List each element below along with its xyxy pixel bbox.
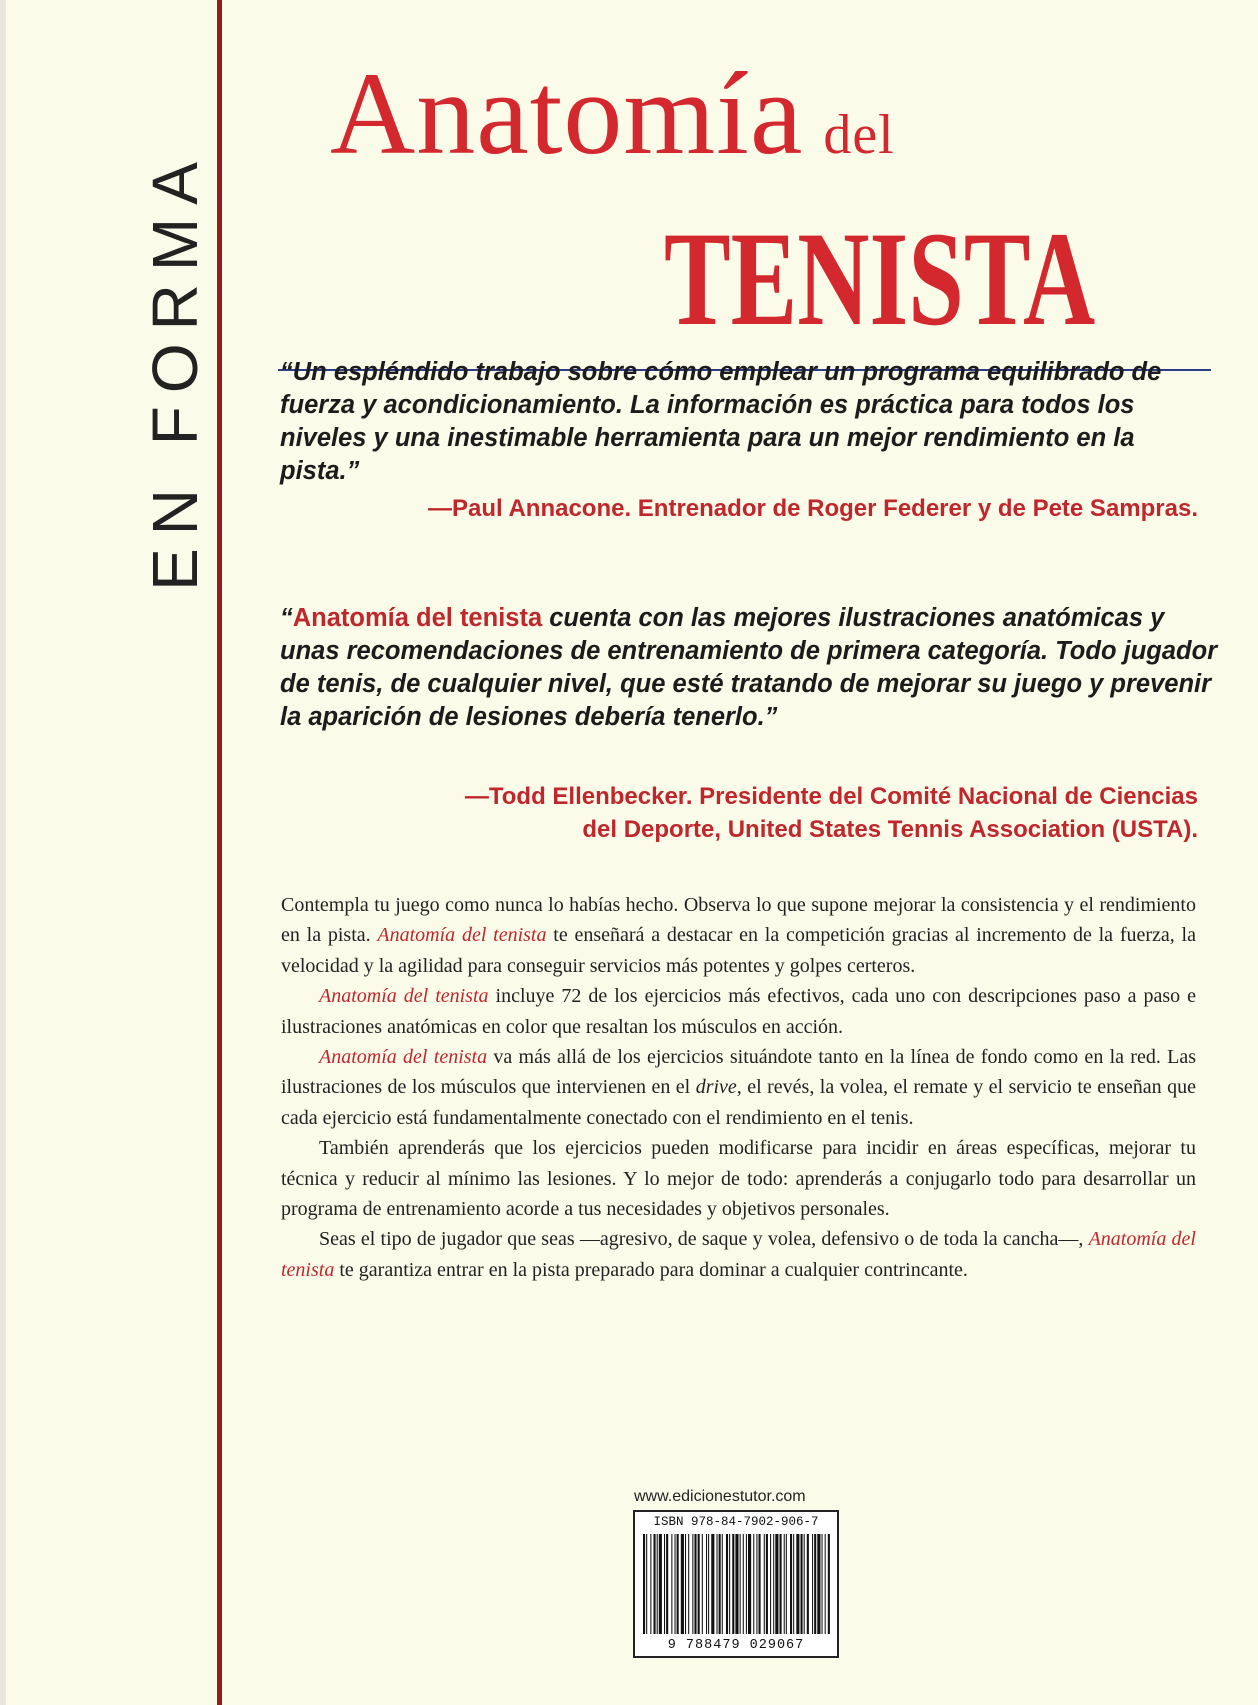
barcode-bar (711, 1534, 714, 1634)
barcode-bar (698, 1534, 700, 1634)
book-title-ref: Anatomía del tenista (281, 1228, 1196, 1281)
barcode-bar (722, 1534, 723, 1634)
barcode-bar (790, 1534, 792, 1634)
quote-1-attribution: —Paul Annacone. Entrenador de Roger Federer y de Pete Sampras. (427, 495, 1198, 522)
barcode-bar (746, 1534, 747, 1634)
barcode-bar (753, 1534, 754, 1634)
publisher-url: www.edicionestutor.com (634, 1488, 806, 1505)
paragraph-text: Contempla tu juego como nunca lo habías hecho. Observa lo que supone mejorar la consistencia y el rendimiento en la pista. (281, 894, 1196, 947)
barcode-bar (814, 1534, 816, 1634)
barcode-bar (732, 1534, 734, 1634)
barcode-bar (706, 1534, 707, 1634)
barcode-bar (780, 1534, 782, 1634)
isbn-label: ISBN 978-84-7902-906-7 (653, 1515, 819, 1529)
paragraph-2 (281, 981, 1196, 1042)
barcode-bar (654, 1534, 656, 1634)
barcode-bar (666, 1534, 668, 1634)
barcode-bar (740, 1534, 741, 1634)
barcode-bar (756, 1534, 757, 1634)
paragraph-text: va más allá de los ejercicios situándote tanto en la línea de fondo como en la red. Las ilustraciones de los músculos que intervienen en el (281, 1046, 1196, 1099)
barcode-bar (729, 1534, 730, 1634)
barcode-bar (775, 1534, 778, 1634)
barcode-bar (708, 1534, 709, 1634)
barcode-bar (735, 1534, 738, 1634)
book-title-line2: TENISTA (664, 205, 1096, 354)
barcode-bars (643, 1534, 831, 1636)
book-title-ref: Anatomía del tenista (319, 985, 489, 1008)
book-title-ref: Anatomía del tenista (377, 924, 547, 947)
description-body (281, 890, 1196, 1285)
barcode-bar (659, 1534, 662, 1634)
barcode-bar (825, 1534, 826, 1634)
barcode-bar (675, 1534, 676, 1634)
paragraph-text: Seas el tipo de jugador que seas —agresivo, de saque y volea, defensivo o de toda la cancha—, (319, 1228, 1089, 1251)
barcode-bar (657, 1534, 658, 1634)
quote-2 (280, 602, 1220, 734)
barcode-bar (773, 1534, 774, 1634)
paragraph-5 (281, 1224, 1196, 1285)
barcode-bar (650, 1534, 651, 1634)
quote-2-open: “ (280, 604, 293, 632)
barcode-bar (646, 1534, 647, 1634)
drive-term: drive, (695, 1076, 742, 1099)
book-title-line1 (330, 48, 895, 179)
barcode-bar (688, 1534, 689, 1634)
barcode-bar (677, 1534, 679, 1634)
quote-2-attribution-line2: del Deporte, United States Tennis Association (USTA). (582, 816, 1198, 843)
spine-rule (217, 0, 222, 1705)
paragraph-text: te enseñará a destacar en la competición gracias al incremento de la fuerza, la velocidad y la agilidad para conseguir servicios más potentes y golpes certeros. (281, 924, 1196, 977)
barcode-bar (759, 1534, 761, 1634)
quote-1: “Un espléndido trabajo sobre cómo emplear un programa equilibrado de fuerza y acondicionamiento. La información es práctica para todos los niveles y una inestimable herramienta para un mejor rendimiento en la pista.” (280, 358, 1162, 485)
paragraph-text: el revés, la volea, el remate y el servicio te enseñan que cada ejercicio está fundamentalmente conectado con el rendimiento en el tenis. (281, 1076, 1196, 1129)
barcode-bar (719, 1534, 721, 1634)
barcode-bar (784, 1534, 785, 1634)
barcode-bar (743, 1534, 744, 1634)
barcode-bar (685, 1534, 686, 1634)
barcode-bar (681, 1534, 684, 1634)
barcode-bar (692, 1534, 693, 1634)
title-word-del: del (823, 104, 895, 166)
paragraph-text: incluye 72 de los ejercicios más efectivos, cada uno con descripciones paso a paso e ilustraciones anatómicas en color que resaltan los músculos en acción. (281, 985, 1196, 1038)
barcode-bar (726, 1534, 728, 1634)
barcode-bar (664, 1534, 665, 1634)
barcode-bar (801, 1534, 803, 1634)
paragraph-1 (281, 890, 1196, 981)
barcode-bar (748, 1534, 751, 1634)
barcode-bar (671, 1534, 672, 1634)
isbn-barcode (633, 1510, 839, 1658)
barcode-bar (822, 1534, 823, 1634)
paragraph-3 (281, 1042, 1196, 1133)
barcode-bar (766, 1534, 768, 1634)
barcode-bar (817, 1534, 820, 1634)
quote-2-title-ref: Anatomía del tenista (292, 604, 543, 632)
barcode-bar (786, 1534, 787, 1634)
barcode-bar (796, 1534, 799, 1634)
title-word-anatomia: Anatomía (330, 48, 804, 179)
barcode-bar (694, 1534, 696, 1634)
barcode-bar (807, 1534, 809, 1634)
book-title-ref: Anatomía del tenista (319, 1046, 488, 1069)
quote-2-attribution (298, 780, 1198, 846)
quote-2-text: cuenta con las mejores ilustraciones anatómicas y unas recomendaciones de entrenamiento de primera categoría. Todo jugador de tenis, de cualquier nivel, que esté tratando de mejorar su juego y prevenir la aparición de lesiones debería tenerlo.” (280, 604, 1218, 731)
barcode-bar (793, 1534, 794, 1634)
barcode-bar (764, 1534, 765, 1634)
barcode-bar (812, 1534, 813, 1634)
barcode-bar (828, 1534, 830, 1634)
series-name: EN FORMA (139, 149, 211, 591)
barcode-bar (770, 1534, 771, 1634)
paragraph-text: te garantiza entrar en la pista preparado para dominar a cualquier contrincante. (334, 1258, 968, 1281)
barcode-bar (702, 1534, 703, 1634)
barcode-bar (717, 1534, 718, 1634)
barcode-digits: 9 788479 029067 (667, 1638, 805, 1653)
paragraph-4: También aprenderás que los ejercicios pueden modificarse para incidir en áreas específicas, mejorar tu técnica y reducir al mínimo las lesiones. Y lo mejor de todo: aprenderás a conjugarlo todo para desarrollar un programa de entrenamiento acorde a tus necesidades y objetivos personales. (281, 1137, 1196, 1221)
quote-2-attribution-line1: —Todd Ellenbecker. Presidente del Comité Nacional de Ciencias (464, 783, 1198, 810)
barcode-bar (804, 1534, 805, 1634)
barcode-bar (643, 1534, 645, 1634)
